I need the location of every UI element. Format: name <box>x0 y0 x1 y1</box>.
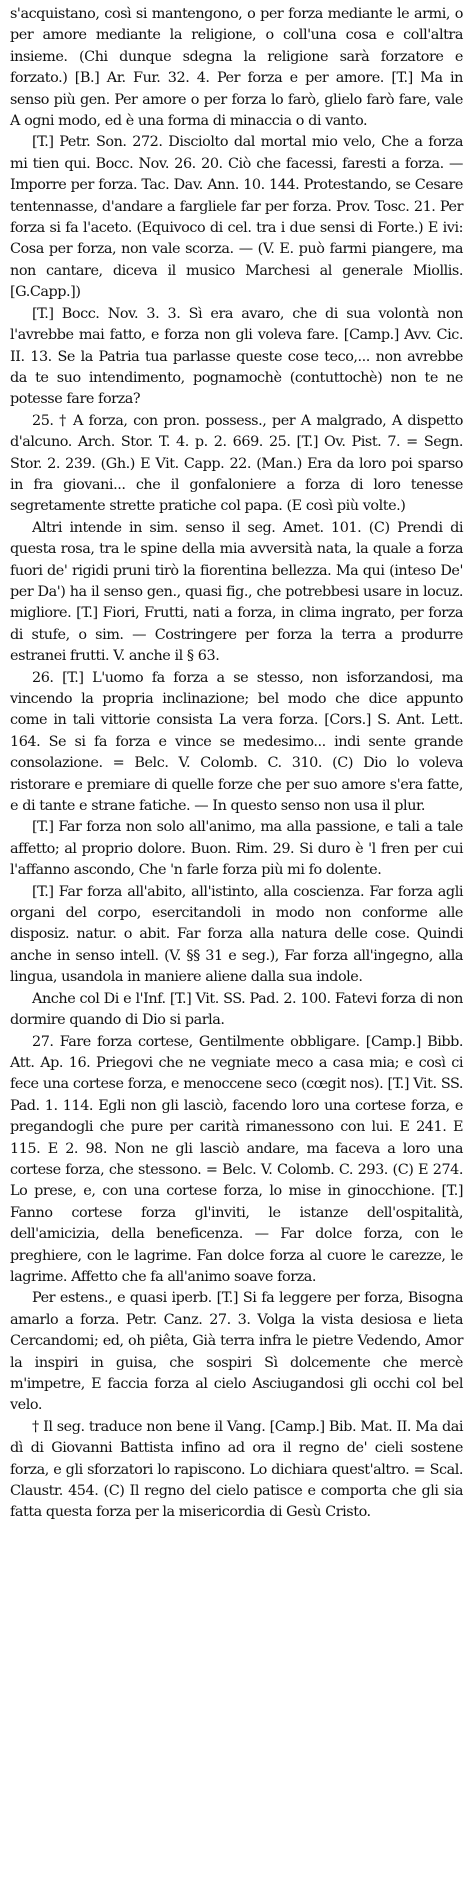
paragraph-altri-intende: Altri intende in sim. senso il seg. Amet. 101. (C) Prendi di questa rosa, tra le spine della mia avversità nata, la quale a forza fuori de' rigidi pruni tirò la fiorentina bellezza. Ma qui (inteso De' per Da') ha il senso gen., quasi fig., che potrebbesi usare in locuz. migliore. [T.] Fiori, Frutti, nati a forza, in clima ingrato, per forza di stufe, o sim. — Costringere per forza la terra a produrre estranei frutti. V. anche il § 63. <box>10 519 463 665</box>
paragraph-per-estens: Per estens., e quasi iperb. [T.] Si fa leggere per forza, Bisogna amarlo a forza. Petr. Canz. 27. 3. Volga la vista desiosa e lieta Cercandomi; ed, oh piêta, Già terra infra le pietre Vedendo, Amor la inspiri in guisa, che sospiri Sì dolcemente che mercè m'impetre, E faccia forza al cielo Asciugandosi gli occhi col bel velo. <box>10 1290 463 1414</box>
paragraph-a-forza-petrarca: [T.] Petr. Son. 272. Disciolto dal mortal mio velo, Che a forza mi tien qui. Bocc. Nov. 26. 20. Ciò che facessi, faresti a forza. — Imporre per forza. Tac. Dav. Ann. 10. 144. Protestando, se Cesare tentennasse, d'andare a fargliele far per forza. Prov. Tosc. 21. Per forza si fa l'aceto. (Equivoco di cel. tra i due sensi di Forte.) E ivi: Cosa per forza, non vale scorza. — (V. E. può farmi piangere, ma non cantare, diceva il musico Marchesi al generale Miollis. [G.Capp.]) <box>10 134 463 301</box>
paragraph-boccaccio-avaro: [T.] Bocc. Nov. 3. 3. Sì era avaro, che di sua volontà non l'avrebbe mai fatto, e forza non gli voleva fare. [Camp.] Avv. Cic. II. 13. Se la Patria tua parlasse queste cose teco,... non avrebbe da te suo intendimento, pognamochè (contuttochè) non te ne potesse fare forza? <box>10 305 463 408</box>
paragraph-sense-27: 27. Fare forza cortese, Gentilmente obbligare. [Camp.] Bibb. Att. Ap. 16. Priegovi che ne vegniate meco a casa mia; e così ci fece una cortese forza, e menoccene seco (cœgit nos). [T.] Vit. SS. Pad. 1. 114. Egli non gli lasciò, facendo loro una cortese forza, e pregandogli che pure per carità rimanessono con lui. E 241. E 115. E 2. 98. Non ne gli lasciò andare, ma faceva a loro una cortese forza, che stessono. = Belc. V. Colomb. C. 293. (C) E 274. Lo prese, e, con una cortese forza, lo mise in ginocchione. [T.] Fanno cortese forza gl'inviti, le istanze dell'ospitalità, dell'amicizia, della beneficenza. — Far dolce forza, con le preghiere, con le lagrime. Fan dolce forza al cuore le carezze, le lagrime. Affetto che fa all'animo soave forza. <box>10 1033 463 1285</box>
paragraph-forza-amore: s'acquistano, così si mantengono, o per forza mediante le armi, o per amore mediante la religione, o coll'una cosa e coll'altra insieme. (Chi dunque sdegna la religione sarà forzatore e forzato.) [B.] Ar. Fur. 32. 4. Per forza e per amore. [T.] Ma in senso più gen. Per amore o per forza lo farò, glielo farò fare, vale A ogni modo, ed è una forma di minaccia o di vanto. <box>10 6 463 130</box>
paragraph-far-forza-animo: [T.] Far forza non solo all'animo, ma alla passione, e tali a tale affetto; al proprio dolore. Buon. Rim. 29. Si duro è 'l fren per cui l'affanno ascondo, Che 'n farle forza più mi fo dolente. <box>10 819 463 879</box>
paragraph-sense-26: 26. [T.] L'uomo fa forza a se stesso, non isforzandosi, ma vincendo la propria inclinazione; bel modo che dice appunto come in tali vittorie consista La vera forza. [Cors.] S. Ant. Lett. 164. Se si fa forza e vince se medesimo... indi sente grande consolazione. = Belc. V. Colomb. C. 310. (C) Dio lo voleva ristorare e premiare di quelle forze che per suo amore s'era fatte, e di tante e strane fatiche. — In questo senso non usa il plur. <box>10 669 463 815</box>
paragraph-sense-25: 25. † A forza, con pron. possess., per A malgrado, A dispetto d'alcuno. Arch. Stor. T. 4. p. 2. 669. 25. [T.] Ov. Pist. 7. = Segn. Stor. 2. 239. (Gh.) E Vit. Capp. 22. (Man.) Era da loro poi sparso in fra giovani... che il gonfaloniere a forza di loro tenesse segretamente strette pratiche col papa. (E così più volte.) <box>10 412 463 515</box>
paragraph-col-di-inf: Anche col Di e l'Inf. [T.] Vit. SS. Pad. 2. 100. Fatevi forza di non dormire quando di Dio si parla. <box>10 990 463 1029</box>
paragraph-far-forza-abito: [T.] Far forza all'abito, all'istinto, alla coscienza. Far forza agli organi del corpo, esercitandoli in modo non conforme alle disposiz. natur. o abit. Far forza alla natura delle cose. Quindi anche in senso intell. (V. §§ 31 e seg.), Far forza all'ingegno, alla lingua, usandola in maniere aliene dalla sua indole. <box>10 883 463 986</box>
paragraph-vangelo: † Il seg. traduce non bene il Vang. [Camp.] Bib. Mat. II. Ma dai dì di Giovanni Battista infino ad ora il regno de' cieli sostene forza, e gli sforzatori lo rapiscono. Lo dichiara quest'altro. = Scal. Claustr. 454. (C) Il regno del cielo patisce e comporta che gli sia fatta questa forza per la misericordia di Gesù Cristo. <box>10 1418 463 1521</box>
